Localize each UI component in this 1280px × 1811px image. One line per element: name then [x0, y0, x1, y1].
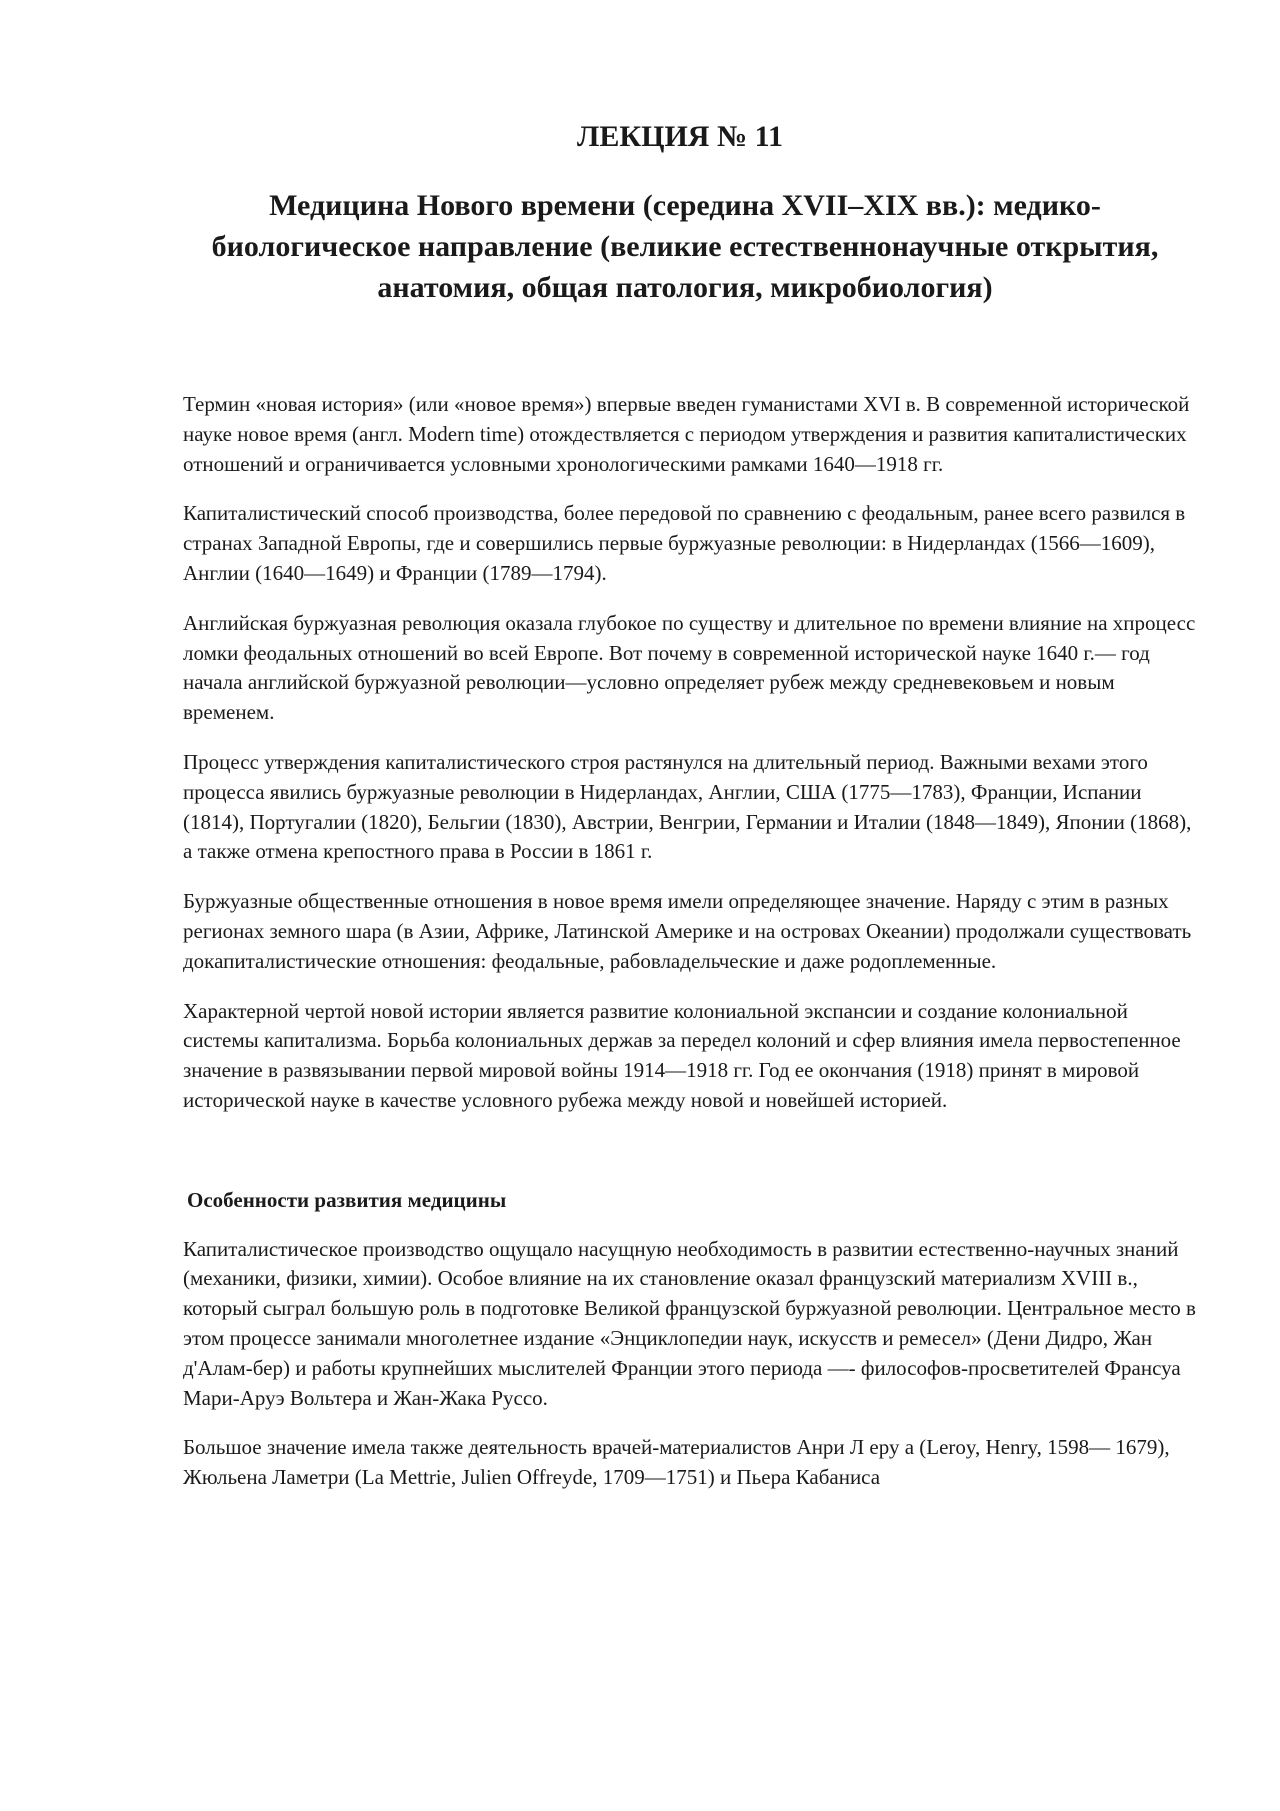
document-body — [183, 390, 1199, 1513]
lecture-title: ЛЕКЦИЯ № 11 — [577, 120, 783, 153]
paragraph: Термин «новая история» (или «новое время») впервые введен гуманистами XVI в. В современной исторической науке новое время (англ. Modern time) отождествляется с периодом утверждения и развития капиталистических отношений и ограничивается условными хронологическими рамками 1640—1918 гг. — [183, 392, 1190, 476]
paragraph: Характерной чертой новой истории является развитие колониальной экспансии и создание колониальной системы капитализма. Борьба колониальных держав за передел колоний и сфер влияния имела первостепенное значение в развязывании первой мировой войны 1914—1918 гг. Год ее окончания (1918) принят в мировой исторической науке в качестве условного рубежа между новой и новейшей историей. — [183, 998, 1181, 1112]
paragraph: Буржуазные общественные отношения в новое время имели определяющее значение. Наряду с этим в разных регионах земного шара (в Азии, Африке, Латинской Америке и на островах Океании) продолжали существовать докапиталистические отношения: феодальные, рабовладельческие и даже родоплеменные. — [183, 889, 1192, 973]
lecture-heading: Медицина Нового времени (середина XVII–XIX вв.): медико-биологическое направление (великие естественнонаучные открытия, анатомия, общая патология, микробиология) — [211, 189, 1159, 304]
paragraph: Большое значение имела также деятельность врачей-материалистов Анри Л еру а (Leroy, Henry, 1598— 1679), Жюльена Ламетри (La Mettrie, Julien Offreyde, 1709—1751) и Пьера Кабаниса — [183, 1435, 1170, 1490]
section-heading: Особенности развития медицины — [187, 1187, 507, 1212]
paragraph: Капиталистическое производство ощущало насущную необходимость в развитии естественно-научных знаний (механики, физики, химии). Особое влияние на их становление оказал французский материализм XVIII в., который сыграл большую роль в подготовке Великой французской буржуазной революции. Центральное место в этом процессе занимали многолетнее издание «Энциклопедии наук, искусств и ремесел» (Дени Дидро, Жан д'Алам-бер) и работы крупнейших мыслителей Франции этого периода —- философов-просветителей Франсуа Мари-Аруэ Вольтера и Жан-Жака Руссо. — [183, 1236, 1196, 1410]
paragraph: Английская буржуазная революция оказала глубокое по существу и длительное по времени влияние на хпроцесс ломки феодальных отношений во всей Европе. Вот почему в современной исторической науке 1640 г.— год начала английской буржуазной революции—условно определяет рубеж между средневековьем и новым временем. — [183, 610, 1196, 725]
paragraph: Процесс утверждения капиталистического строя растянулся на длительный период. Важными вехами этого процесса явились буржуазные революции в Нидерландах, Англии, США (1775—1783), Франции, Испании (1814), Португалии (1820), Бельгии (1830), Австрии, Венгрии, Германии и Италии (1848—1849), Японии (1868), а также отмена крепостного права в России в 1861 г. — [183, 749, 1192, 864]
paragraph: Капиталистический способ производства, более передовой по сравнению с феодальным, ранее всего развился в странах Западной Европы, где и совершились первые буржуазные революции: в Нидерландах (1566—1609), Англии (1640—1649) и Франции (1789—1794). — [183, 501, 1186, 585]
